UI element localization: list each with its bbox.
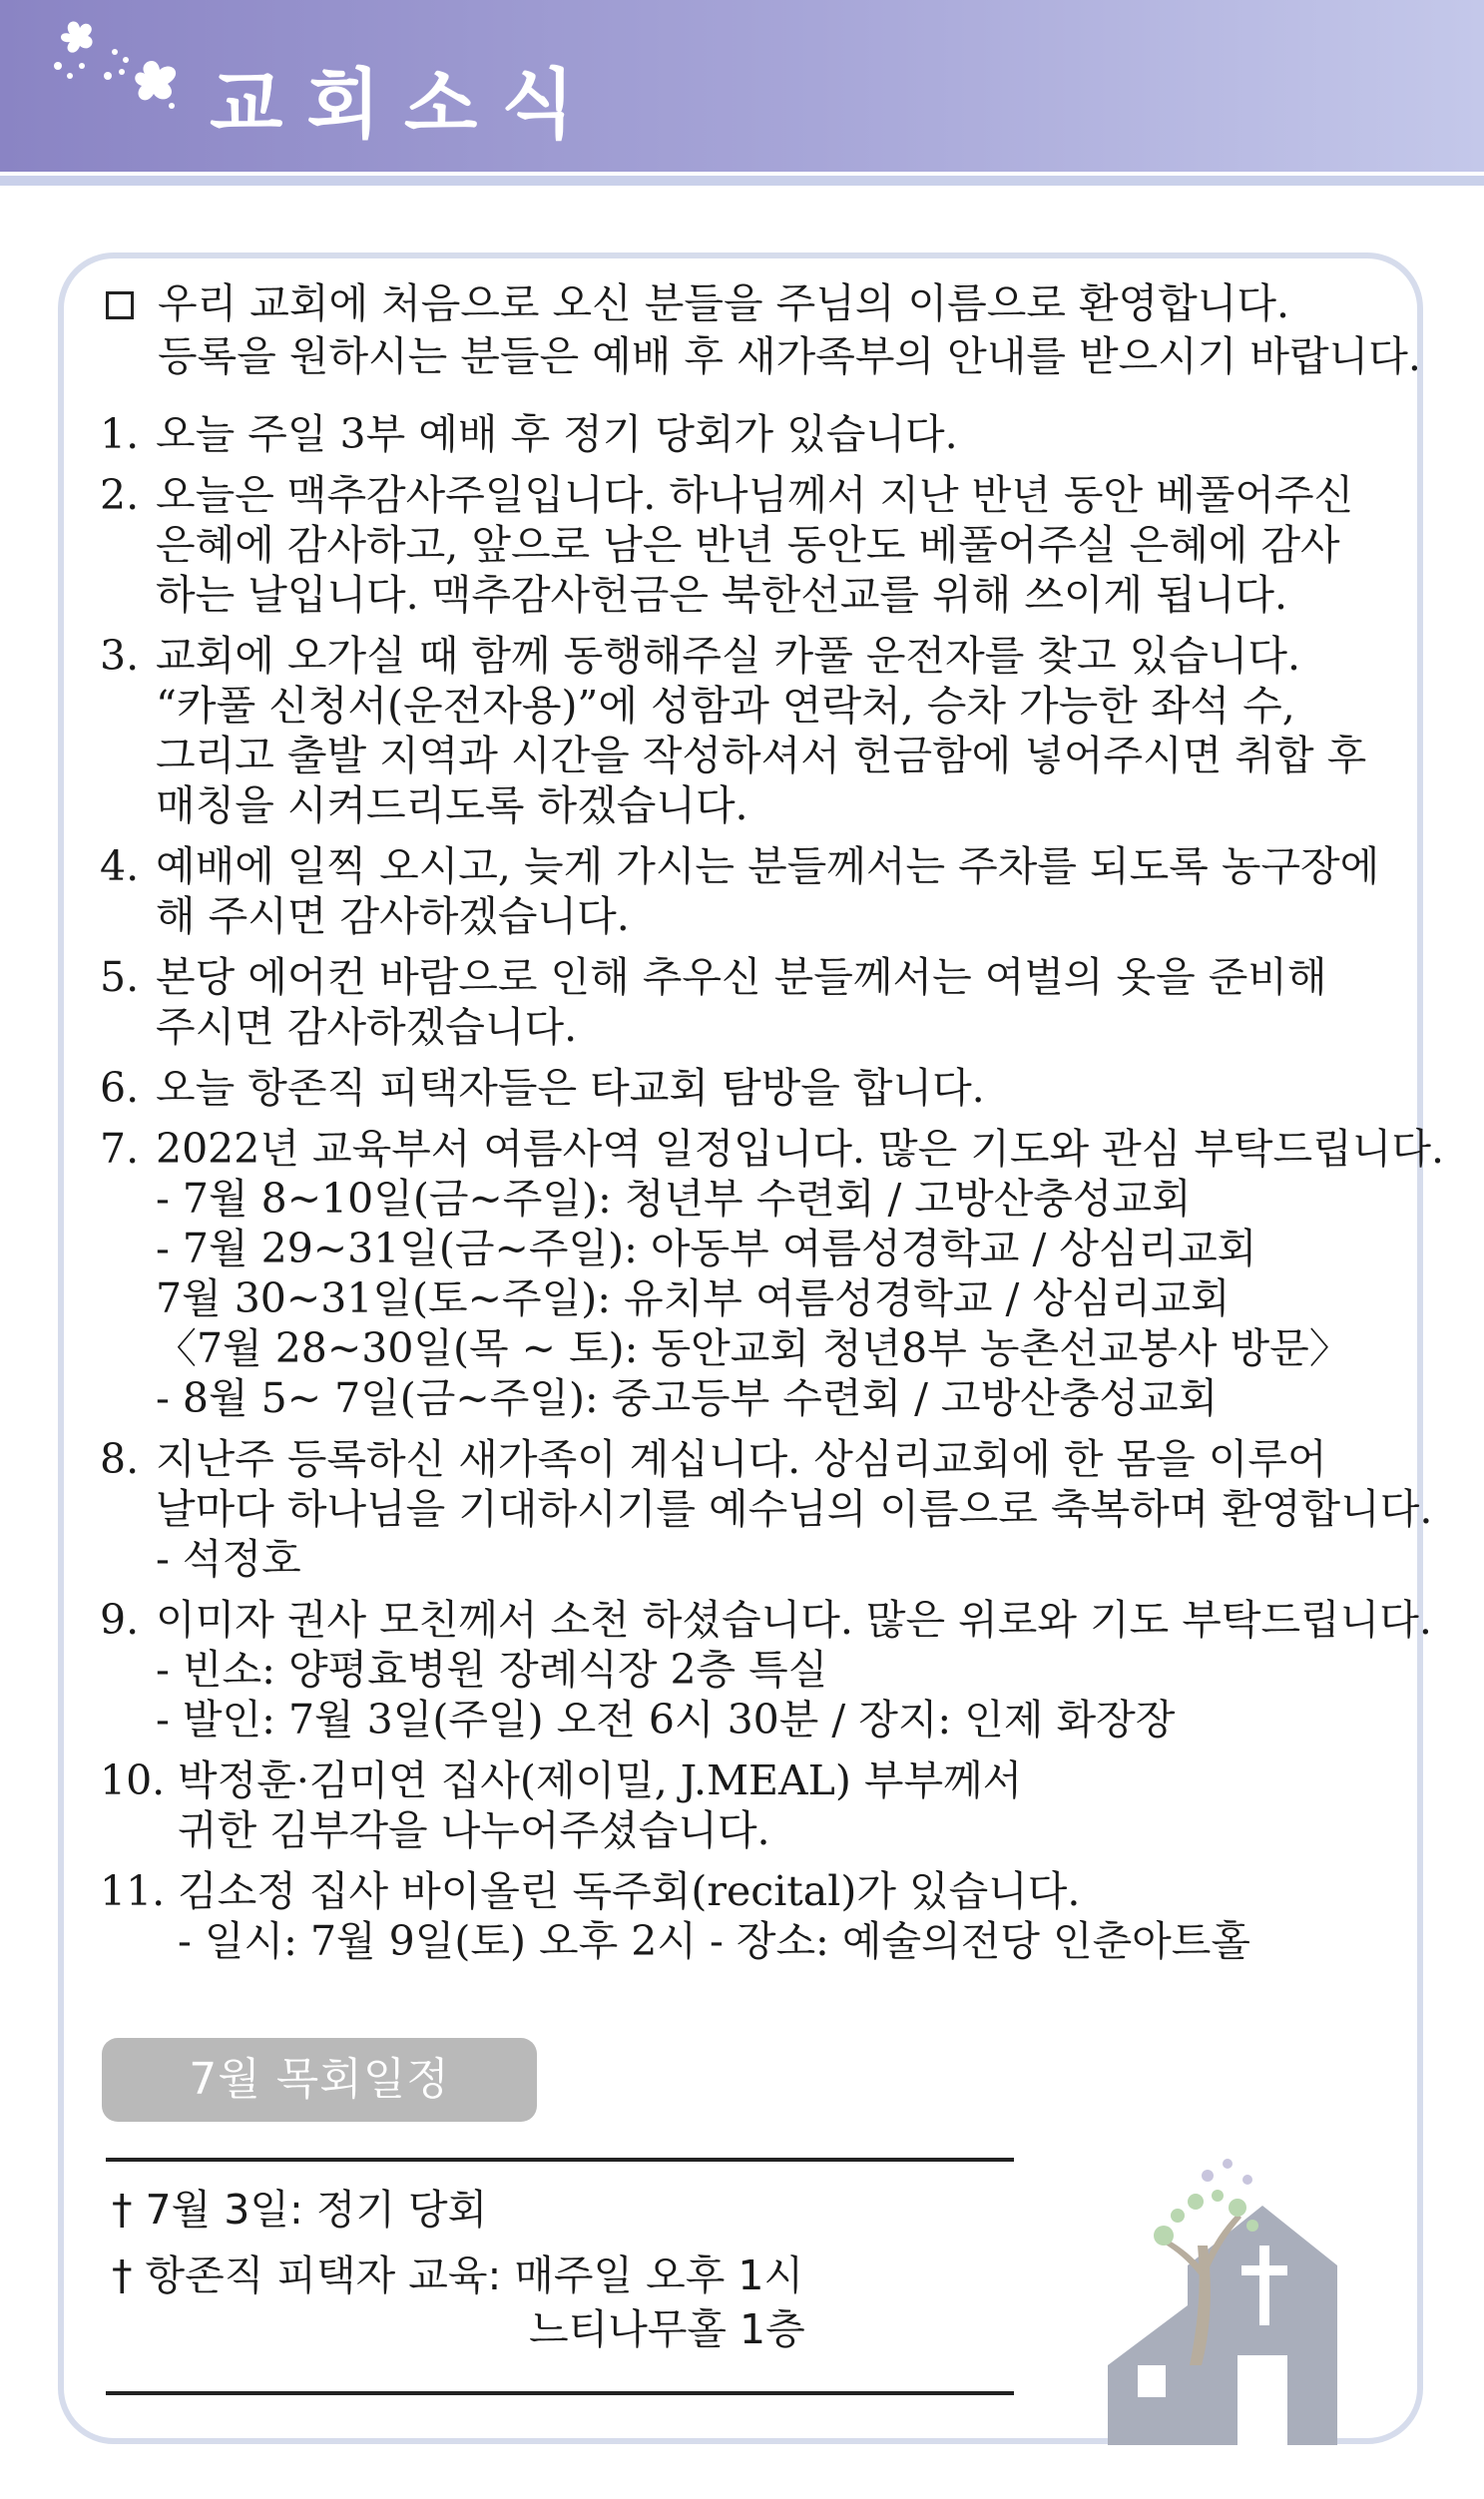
announcement-line: 하는 날입니다. 맥추감사헌금은 북한선교를 위해 쓰이게 됩니다. (156, 571, 1288, 619)
announcement-body (156, 470, 1353, 620)
announcement-number: 8. (100, 1435, 140, 1483)
welcome-text-1: 우리 교회에 처음으로 오신 분들을 주님의 이름으로 환영합니다. (158, 279, 1290, 327)
announcement-line: 해 주시면 감사하겠습니다. (156, 892, 630, 940)
announcement-line: - 8월 5~ 7일(금~주일): 중고등부 수련회 / 고방산충성교회 (156, 1374, 1219, 1422)
announcement-line: - 발인: 7월 3일(주일) 오전 6시 30분 / 장지: 인제 화장장 (156, 1696, 1176, 1744)
welcome-text-2: 등록을 원하시는 분들은 예배 후 새가족부의 안내를 받으시기 바랍니다. (158, 332, 1421, 380)
schedule-item: † 항존직 피택자 교육: 매주일 오후 1시 (112, 2251, 804, 2299)
announcement-body (156, 841, 1379, 941)
announcement-item (100, 1755, 1417, 1855)
announcement-item (100, 470, 1417, 620)
announcement-body (156, 1434, 1432, 1584)
announcement-item (100, 409, 1417, 459)
announcement-line: 지난주 등록하신 새가족이 계십니다. 상심리교회에 한 몸을 이루어 (156, 1435, 1327, 1483)
announcement-line: 오늘 주일 3부 예배 후 정기 당회가 있습니다. (156, 410, 958, 458)
announcement-number: 10. (100, 1756, 166, 1804)
church-tree-illustration-icon (1078, 2116, 1387, 2445)
announcement-item (100, 952, 1417, 1052)
announcement-number: 3. (100, 632, 140, 680)
page-title: 교회소식 (210, 60, 599, 149)
announcement-line: 귀한 김부각을 나누어주셨습니다. (178, 1806, 770, 1854)
announcement-body (156, 1063, 985, 1113)
announcement-number: 9. (100, 1596, 140, 1644)
announcement-item (100, 1063, 1417, 1113)
announcement-line: 주시면 감사하겠습니다. (156, 1003, 578, 1051)
announcement-body (156, 952, 1327, 1052)
announcement-line: 예배에 일찍 오시고, 늦게 가시는 분들께서는 주차를 되도록 농구장에 (156, 842, 1380, 890)
announcement-line: 교회에 오가실 때 함께 동행해주실 카풀 운전자를 찾고 있습니다. (156, 632, 1301, 680)
announcement-line: - 빈소: 양평효병원 장례식장 2층 특실 (156, 1646, 828, 1694)
announcement-number: 4. (100, 842, 140, 890)
schedule-top-rule (106, 2158, 1014, 2162)
announcement-item (100, 1124, 1444, 1423)
announcement-list (100, 409, 1444, 1977)
announcement-item (100, 1866, 1417, 1966)
announcement-line: 날마다 하나님을 기대하시기를 예수님의 이름으로 축복하며 환영합니다. (156, 1485, 1433, 1533)
announcement-line: 박정훈·김미연 집사(제이밀, J.MEAL) 부부께서 (178, 1756, 1023, 1804)
announcement-line: - 일시: 7월 9일(토) 오후 2시 - 장소: 예술의전당 인춘아트홀 (178, 1917, 1250, 1965)
announcement-item (100, 631, 1417, 830)
schedule-list (112, 2183, 1010, 2368)
announcement-line: - 7월 29~31일(금~주일): 아동부 여름성경학교 / 상심리교회 (156, 1225, 1257, 1272)
announcement-body (178, 1755, 1022, 1855)
announcement-item (100, 841, 1417, 941)
announcement-line: 오늘 항존직 피택자들은 타교회 탐방을 합니다. (156, 1064, 985, 1112)
announcement-item (100, 1434, 1433, 1584)
flower-decoration-icon (40, 14, 210, 144)
announcement-body (156, 1124, 1444, 1423)
announcement-number: 2. (100, 471, 140, 519)
announcement-body (156, 631, 1366, 830)
announcement-line: 이미자 권사 모친께서 소천 하셨습니다. 많은 위로와 기도 부탁드립니다. (156, 1596, 1432, 1644)
announcement-number: 1. (100, 410, 140, 458)
announcement-number: 7. (100, 1125, 140, 1173)
announcement-line: 매칭을 시켜드리도록 하겠습니다. (156, 781, 748, 829)
schedule-title-badge: 7월 목회일정 (102, 2038, 537, 2122)
welcome-line-1 (106, 277, 1403, 330)
announcement-line: 김소정 집사 바이올린 독주회(recital)가 있습니다. (178, 1867, 1081, 1915)
announcement-line: 그리고 출발 지역과 시간을 작성하셔서 헌금함에 넣어주시면 취합 후 (156, 732, 1367, 779)
announcement-body (178, 1866, 1250, 1966)
welcome-line-2 (106, 330, 1421, 383)
announcement-line: 〈7월 28~30일(목 ~ 토): 동안교회 청년8부 농촌선교봉사 방문〉 (156, 1324, 1350, 1372)
announcement-line: 본당 에어컨 바람으로 인해 추우신 분들께서는 여벌의 옷을 준비해 (156, 953, 1327, 1001)
announcement-body (156, 409, 958, 459)
announcement-line: 오늘은 맥추감사주일입니다. 하나님께서 지난 반년 동안 베풀어주신 (156, 471, 1354, 519)
announcement-line: - 석정호 (156, 1535, 301, 1583)
header-divider (0, 176, 1484, 186)
announcement-line: 2022년 교육부서 여름사역 일정입니다. 많은 기도와 관심 부탁드립니다. (156, 1125, 1444, 1173)
announcement-item (100, 1595, 1432, 1745)
announcement-number: 11. (100, 1867, 166, 1915)
welcome-notice (106, 277, 1421, 383)
announcement-body (156, 1595, 1432, 1745)
checkbox-square-icon (106, 291, 134, 319)
announcement-line: 은혜에 감사하고, 앞으로 남은 반년 동안도 베풀어주실 은혜에 감사 (156, 521, 1340, 569)
announcement-line: “카풀 신청서(운전자용)”에 성함과 연락처, 승차 가능한 좌석 수, (156, 682, 1295, 730)
schedule-item-continuation: 느티나무홀 1층 (529, 2305, 805, 2353)
announcement-line: 7월 30~31일(토~주일): 유치부 여름성경학교 / 상심리교회 (156, 1274, 1231, 1322)
announcement-number: 6. (100, 1064, 140, 1112)
announcement-line: - 7월 8~10일(금~주일): 청년부 수련회 / 고방산충성교회 (156, 1175, 1192, 1223)
announcement-number: 5. (100, 953, 140, 1001)
schedule-bottom-rule (106, 2391, 1014, 2395)
schedule-item: † 7월 3일: 정기 당회 (112, 2186, 488, 2234)
